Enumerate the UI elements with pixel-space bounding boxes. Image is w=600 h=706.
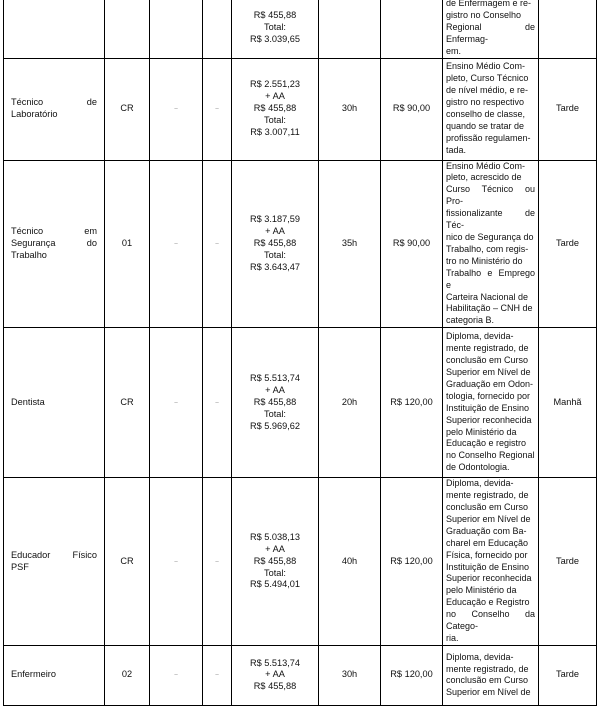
carga-horaria-value: 30h bbox=[341, 669, 358, 680]
requisitos-line: gistro no Conselho bbox=[446, 9, 522, 20]
requisitos-line: conclusão em Curso bbox=[446, 675, 529, 686]
requisitos-line: no Conselho Regional bbox=[446, 450, 535, 461]
empty-col-cell bbox=[150, 0, 203, 58]
requisitos-line: Superior em Nível de bbox=[446, 367, 531, 377]
dash-mark: – bbox=[174, 106, 178, 113]
vagas-value: 01 bbox=[121, 237, 133, 248]
dash-mark: – bbox=[215, 106, 219, 113]
periodo-cell bbox=[539, 645, 597, 705]
taxa-inscricao-cell bbox=[381, 645, 443, 705]
vencimento-line: R$ 455,88 bbox=[253, 103, 297, 114]
vagas-cell bbox=[105, 478, 150, 646]
carga-horaria-value: 35h bbox=[341, 237, 358, 248]
empty-col-cell bbox=[203, 0, 232, 58]
requisitos-line: Graduação em Odon- bbox=[446, 378, 534, 389]
vencimento-line: R$ 3.643,47 bbox=[249, 261, 301, 272]
taxa-inscricao-value: R$ 120,00 bbox=[390, 396, 433, 407]
requisitos-line: tada. bbox=[446, 144, 467, 155]
requisitos-line: conclusão em Curso bbox=[446, 502, 529, 513]
requisitos-line: categoria B. bbox=[446, 315, 495, 326]
dash-mark: – bbox=[215, 558, 219, 565]
cargo-cell bbox=[4, 478, 105, 646]
vencimento-line: Total: bbox=[264, 408, 286, 419]
requisitos-line: gistro no respectivo bbox=[446, 97, 525, 108]
vencimento-cell bbox=[232, 58, 319, 160]
carga-horaria-value: 30h bbox=[341, 103, 358, 114]
empty-col-cell bbox=[150, 645, 203, 705]
periodo-cell bbox=[539, 0, 597, 58]
requisitos-cell bbox=[443, 58, 539, 160]
requisitos-cell bbox=[443, 0, 539, 58]
cargo-name: Técnico de bbox=[11, 97, 97, 108]
requisitos-line: pleto, Curso Técnico bbox=[446, 73, 529, 84]
periodo-cell bbox=[539, 478, 597, 646]
vagas-cell bbox=[105, 328, 150, 478]
vagas-value: CR bbox=[120, 103, 134, 114]
cargo-name: Técnico em bbox=[11, 226, 97, 237]
requisitos-line: Física, fornecido por bbox=[446, 549, 528, 560]
requisitos-line: profissão regulamen- bbox=[446, 132, 531, 143]
requisitos-line: Diploma, devida- bbox=[446, 651, 514, 662]
requisitos-line: de Enfermagem e re- bbox=[446, 0, 532, 8]
vencimento-line: R$ 455,88 bbox=[253, 9, 297, 20]
requisitos-line: Superior reconhecida bbox=[446, 573, 532, 584]
taxa-inscricao-cell bbox=[381, 160, 443, 328]
vencimento-cell bbox=[232, 328, 319, 478]
vagas-cell bbox=[105, 0, 150, 58]
requisitos-line: em. bbox=[446, 45, 462, 56]
vencimento-cell bbox=[232, 0, 319, 58]
vencimento-line: Total: bbox=[264, 114, 286, 125]
vagas-cell bbox=[105, 58, 150, 160]
requisitos-line: conclusão em Curso bbox=[446, 355, 529, 366]
requisitos-line: Diploma, devida- bbox=[446, 331, 514, 342]
requisitos-cell bbox=[443, 645, 539, 705]
empty-col-cell bbox=[150, 478, 203, 646]
table-row bbox=[4, 0, 597, 58]
empty-col-cell bbox=[203, 645, 232, 705]
cargo-name: Trabalho bbox=[11, 249, 47, 260]
vencimento-line: R$ 5.969,62 bbox=[249, 420, 301, 431]
vencimento-line: R$ 3.187,59 bbox=[249, 214, 301, 225]
vencimento-line: + AA bbox=[265, 226, 285, 237]
dash-mark: – bbox=[215, 399, 219, 406]
periodo-value: Tarde bbox=[556, 555, 579, 566]
cargo-cell bbox=[4, 328, 105, 478]
periodo-cell bbox=[539, 328, 597, 478]
requisitos-line: Diploma, devida- bbox=[446, 478, 514, 489]
vencimento-line: + AA bbox=[265, 669, 285, 680]
requisitos-line: Curso Técnico ou Pro- bbox=[446, 184, 535, 207]
carga-horaria-cell bbox=[319, 58, 381, 160]
periodo-cell bbox=[539, 58, 597, 160]
vacancy-table bbox=[3, 0, 597, 706]
periodo-value: Tarde bbox=[556, 103, 579, 114]
table-row bbox=[4, 328, 597, 478]
dash-mark: – bbox=[215, 240, 219, 247]
vencimento-line: R$ 455,88 bbox=[253, 681, 297, 692]
taxa-inscricao-value: R$ 90,00 bbox=[392, 103, 431, 114]
requisitos-line: pelo Ministério da bbox=[446, 426, 517, 437]
requisitos-line: Graduação com Ba- bbox=[446, 525, 527, 536]
vencimento-cell bbox=[232, 478, 319, 646]
requisitos-cell bbox=[443, 160, 539, 328]
carga-horaria-cell bbox=[319, 328, 381, 478]
requisitos-line: de Odontologia. bbox=[446, 462, 510, 473]
table-row bbox=[4, 645, 597, 705]
empty-col-cell bbox=[203, 160, 232, 328]
vagas-cell bbox=[105, 645, 150, 705]
cargo-name: Segurança do bbox=[11, 237, 97, 248]
requisitos-line: fissionalizante de Téc- bbox=[446, 208, 535, 231]
vencimento-line: Total: bbox=[264, 567, 286, 578]
vagas-value: CR bbox=[120, 396, 134, 407]
requisitos-line: Superior em Nível de bbox=[446, 513, 531, 524]
cargo-name: Dentista bbox=[11, 396, 45, 407]
vencimento-line: R$ 5.038,13 bbox=[249, 531, 301, 542]
vencimento-line: + AA bbox=[265, 91, 285, 102]
requisitos-line: Ensino Médio Com- bbox=[446, 61, 526, 72]
requisitos-line: tologia, fornecido por bbox=[446, 390, 531, 401]
periodo-value: Tarde bbox=[556, 669, 579, 680]
requisitos-line: Superior em Nível de bbox=[446, 687, 531, 698]
vencimento-cell bbox=[232, 645, 319, 705]
vencimento-cell bbox=[232, 160, 319, 328]
cargo-cell bbox=[4, 645, 105, 705]
requisitos-line: nico de Segurança do bbox=[446, 231, 534, 242]
cargo-name: Educador Físico bbox=[11, 549, 97, 560]
carga-horaria-cell bbox=[319, 0, 381, 58]
vencimento-line: Total: bbox=[264, 249, 286, 260]
requisitos-line: Instituição de Ensino bbox=[446, 561, 530, 572]
taxa-inscricao-cell bbox=[381, 478, 443, 646]
requisitos-line: pelo Ministério da bbox=[446, 585, 517, 596]
cargo-name: PSF bbox=[11, 561, 29, 572]
vagas-value: 02 bbox=[121, 669, 133, 680]
requisitos-line: mente registrado, de bbox=[446, 343, 529, 354]
taxa-inscricao-cell bbox=[381, 0, 443, 58]
dash-mark: – bbox=[174, 558, 178, 565]
requisitos-line: mente registrado, de bbox=[446, 663, 529, 674]
table-row bbox=[4, 160, 597, 328]
taxa-inscricao-value: R$ 120,00 bbox=[390, 669, 433, 680]
cargo-cell bbox=[4, 160, 105, 328]
requisitos-line: Regional de Enfermag- bbox=[446, 21, 535, 44]
vencimento-line: R$ 455,88 bbox=[253, 396, 297, 407]
empty-col-cell bbox=[203, 58, 232, 160]
taxa-inscricao-value: R$ 90,00 bbox=[392, 237, 431, 248]
taxa-inscricao-cell bbox=[381, 328, 443, 478]
requisitos-line: charel em Educação bbox=[446, 537, 529, 548]
vencimento-line: R$ 3.039,65 bbox=[249, 33, 301, 44]
requisitos-line: Instituição de Ensino bbox=[446, 402, 530, 413]
vencimento-line: R$ 455,88 bbox=[253, 555, 297, 566]
periodo-value: Tarde bbox=[556, 237, 579, 248]
requisitos-line: no Conselho da Catego- bbox=[446, 609, 535, 632]
vagas-cell bbox=[105, 160, 150, 328]
requisitos-line: Habilitação – CNH de bbox=[446, 303, 533, 314]
requisitos-line: Ensino Médio Com- bbox=[446, 160, 526, 171]
vencimento-line: R$ 5.513,74 bbox=[249, 657, 301, 668]
requisitos-cell bbox=[443, 478, 539, 646]
requisitos-line: mente registrado, de bbox=[446, 490, 529, 501]
requisitos-line: Superior reconhecida bbox=[446, 414, 532, 425]
vagas-value: CR bbox=[120, 555, 134, 566]
carga-horaria-cell bbox=[319, 478, 381, 646]
carga-horaria-cell bbox=[319, 645, 381, 705]
requisitos-line: tro no Ministério do bbox=[446, 255, 523, 266]
requisitos-line: quando se tratar de bbox=[446, 120, 525, 131]
requisitos-line: Carteira Nacional de bbox=[446, 291, 529, 302]
cargo-cell bbox=[4, 58, 105, 160]
requisitos-line: Educação e Registro bbox=[446, 597, 530, 608]
dash-mark: – bbox=[174, 672, 178, 679]
empty-col-cell bbox=[150, 58, 203, 160]
carga-horaria-value: 20h bbox=[341, 396, 358, 407]
table-row bbox=[4, 58, 597, 160]
cargo-cell bbox=[4, 0, 105, 58]
vencimento-line: + AA bbox=[265, 384, 285, 395]
table-row bbox=[4, 478, 597, 646]
vencimento-line: Total: bbox=[264, 21, 286, 32]
requisitos-line: Trabalho e Emprego e bbox=[446, 267, 535, 290]
empty-col-cell bbox=[203, 478, 232, 646]
requisitos-line: pleto, acrescido de bbox=[446, 172, 522, 183]
requisitos-line: de nível médio, e re- bbox=[446, 85, 529, 96]
empty-col-cell bbox=[150, 160, 203, 328]
requisitos-line: ria. bbox=[446, 633, 459, 643]
carga-horaria-value: 40h bbox=[341, 555, 358, 566]
taxa-inscricao-cell bbox=[381, 58, 443, 160]
requisitos-line: Educação e registro bbox=[446, 438, 527, 449]
vencimento-line: R$ 3.007,11 bbox=[250, 126, 300, 137]
periodo-cell bbox=[539, 160, 597, 328]
vencimento-line: R$ 5.513,74 bbox=[249, 372, 301, 383]
requisitos-cell bbox=[443, 328, 539, 478]
vencimento-line: + AA bbox=[265, 543, 285, 554]
empty-col-cell bbox=[150, 328, 203, 478]
cargo-name: Enfermeiro bbox=[11, 669, 56, 680]
vencimento-line: R$ 2.551,23 bbox=[249, 79, 301, 90]
carga-horaria-cell bbox=[319, 160, 381, 328]
requisitos-line: Trabalho, com regis- bbox=[446, 243, 529, 254]
empty-col-cell bbox=[203, 328, 232, 478]
periodo-value: Manhã bbox=[553, 396, 582, 407]
requisitos-line: conselho de classe, bbox=[446, 109, 526, 120]
dash-mark: – bbox=[174, 399, 178, 406]
vencimento-line: R$ 5.494,01 bbox=[249, 579, 301, 590]
vencimento-line: R$ 455,88 bbox=[253, 237, 297, 248]
dash-mark: – bbox=[215, 672, 219, 679]
dash-mark: – bbox=[174, 240, 178, 247]
cargo-name: Laboratório bbox=[11, 109, 58, 120]
taxa-inscricao-value: R$ 120,00 bbox=[390, 555, 433, 566]
